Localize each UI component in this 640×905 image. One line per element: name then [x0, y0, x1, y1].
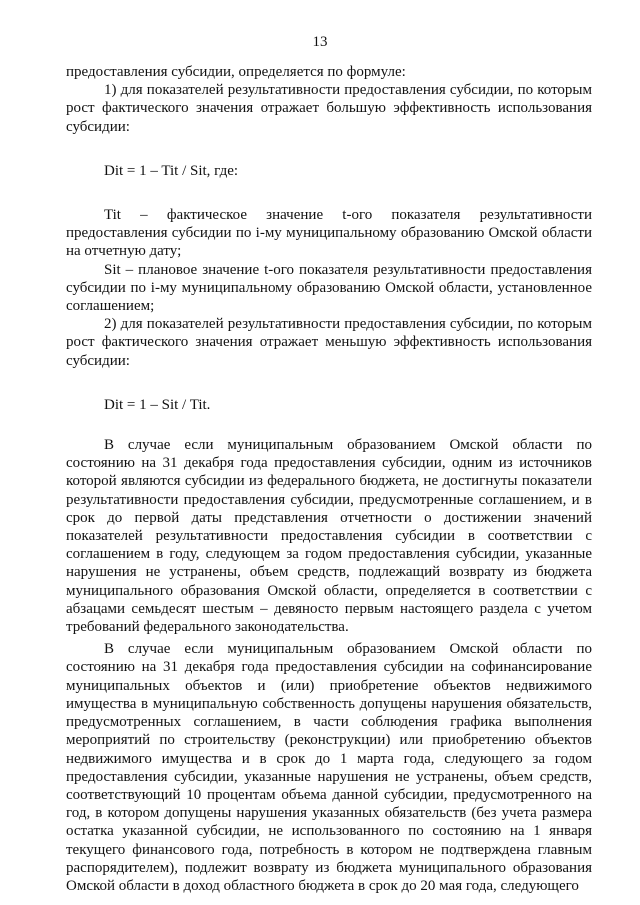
document-body [66, 63, 592, 895]
formula-2: Dit = 1 – Sit / Tit. [104, 396, 211, 413]
page-number: 13 [312, 34, 328, 50]
spacer [66, 180, 592, 206]
spacer [66, 370, 592, 396]
paragraph-intro: предоставления субсидии, определяется по формуле: [66, 64, 406, 80]
spacer [66, 136, 592, 162]
paragraph-sit-definition: Sit – плановое значение t-ого показателя результативности предоставления субсидии по i-му муниципальному образованию Омской области, установленное соглашением; [66, 261, 592, 315]
formula-1: Dit = 1 – Tit / Sit, где: [104, 162, 239, 179]
paragraph-tit-definition: Tit – фактическое значение t-ого показателя результативности предоставления субсидии по i-му муниципальному образованию Омской области на отчетную дату; [66, 207, 592, 260]
paragraph-federal-subsidy: В случае если муниципальным образованием Омской области по состоянию на 31 декабря года предоставления субсидии, одним из источников которой являются субсидии из федерального бюджета, не достигнуты показатели результативности предоставления субсидии, предусмотренные соглашением, и в срок до первой даты представления отчетности о достижении значений показателей результативности предоставления субсидии в соответствии с соглашением в году, следующем за годом предоставления субсидии, указанные нарушения не устранены, объем средств, подлежащий возврату из бюджета муниципального образования Омской области, определяется в соответствии с абзацами семьдесят шестым – девяносто первым настоящего раздела с учетом требований федерального законодательства. [66, 437, 592, 636]
spacer [66, 414, 592, 436]
paragraph-case-2: 2) для показателей результативности предоставления субсидии, по которым рост фактического значения отражает меньшую эффективность использования субсидии: [66, 316, 592, 369]
paragraph-cofinancing: В случае если муниципальным образованием Омской области по состоянию на 31 декабря года предоставления субсидии на софинансирование муниципальных объектов и (или) приобретение объектов недвижимого имущества в муниципальную собственность допущены нарушения обязательств, предусмотренных соглашением, в части соблюдения графика выполнения мероприятий по строительству (реконструкции) или приобретению объектов недвижимого имущества и в срок до 1 марта года, следующего за годом предоставления субсидии, указанные нарушения не устранены, объем средств, соответствующий 10 процентам объема данной субсидии, предусмотренного на год, в котором допущены нарушения указанных обязательств (без учета размера остатка указанной субсидии, не использованного по состоянию на 1 января текущего финансового года, потребность в котором не подтверждена главным распорядителем), подлежит возврату из бюджета муниципального образования Омской области в доход областного бюджета в срок до 20 мая года, следующего [66, 641, 592, 894]
paragraph-case-1: 1) для показателей результативности предоставления субсидии, по которым рост фактического значения отражает большую эффективность использования субсидии: [66, 82, 592, 135]
